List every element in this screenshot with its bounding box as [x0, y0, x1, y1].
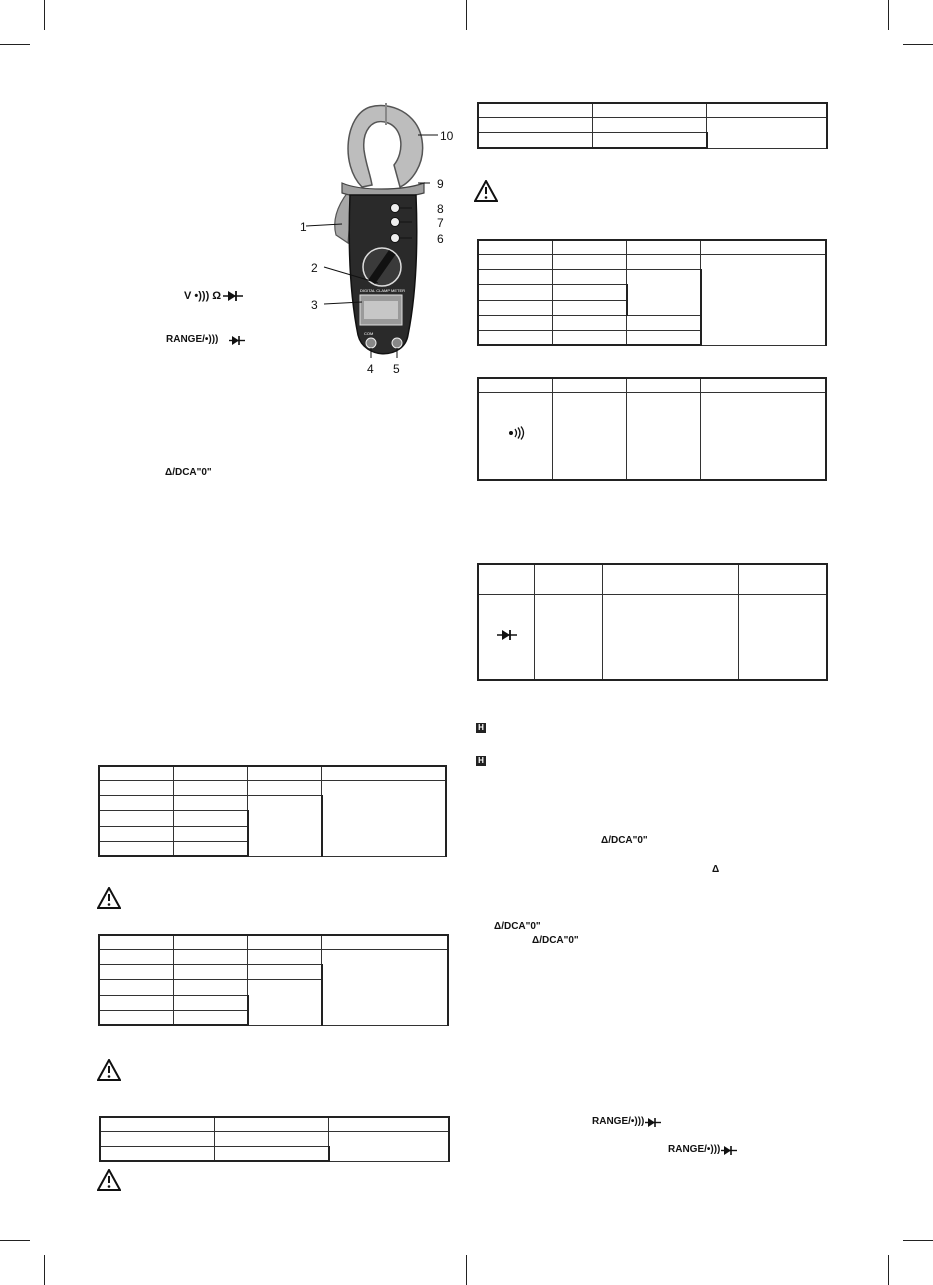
callout-2: 2	[311, 261, 318, 275]
callout-7: 7	[437, 216, 444, 230]
function-mode-symbols: V •))) Ω	[184, 290, 222, 302]
crop-mark	[903, 1240, 933, 1241]
range-button-label: RANGE/•)))	[592, 1116, 645, 1127]
callout-5: 5	[393, 362, 400, 376]
spec-table	[477, 377, 827, 481]
crop-mark	[0, 1240, 30, 1241]
diode-icon	[645, 1117, 661, 1128]
button-6	[391, 234, 400, 243]
hold-icon: H	[476, 756, 486, 766]
diode-icon	[223, 290, 243, 302]
spec-table	[477, 102, 828, 149]
spec-table	[477, 563, 828, 681]
rel-dca-button-label: Δ/DCA"0"	[165, 467, 212, 478]
hold-icon: H	[476, 723, 486, 733]
diode-icon	[229, 335, 245, 346]
callout-3: 3	[311, 298, 318, 312]
diode-icon	[497, 629, 517, 641]
clamp-meter-figure	[300, 95, 470, 395]
crop-mark	[466, 0, 467, 30]
rel-dca-button-label: Δ/DCA"0"	[601, 835, 648, 846]
crop-mark	[44, 0, 45, 30]
delta-symbol: Δ	[712, 864, 720, 875]
callout-9: 9	[437, 177, 444, 191]
com-jack	[366, 338, 376, 348]
warning-icon	[97, 887, 121, 909]
continuity-buzzer-icon	[506, 426, 526, 440]
button-8	[391, 204, 400, 213]
warning-icon	[97, 1059, 121, 1081]
crop-mark	[888, 1255, 889, 1285]
callout-4: 4	[367, 362, 374, 376]
callout-8: 8	[437, 202, 444, 216]
range-button-label: RANGE/•)))	[668, 1144, 721, 1155]
crop-mark	[0, 44, 30, 45]
callout-10: 10	[440, 129, 454, 143]
crop-mark	[466, 1255, 467, 1285]
spec-table	[99, 1116, 450, 1162]
input-jack	[392, 338, 402, 348]
display-brand-label: DIGITAL CLAMP METER	[360, 288, 406, 293]
spec-table	[98, 934, 449, 1026]
warning-icon	[474, 180, 498, 202]
crop-mark	[44, 1255, 45, 1285]
spec-table	[477, 239, 827, 346]
rel-dca-button-label: Δ/DCA"0"	[532, 935, 579, 946]
crop-mark	[903, 44, 933, 45]
com-label: COM	[364, 331, 374, 336]
rel-dca-button-label: Δ/DCA"0"	[494, 921, 541, 932]
range-button-label: RANGE/•)))	[166, 334, 219, 345]
button-7	[391, 218, 400, 227]
callout-1: 1	[300, 220, 307, 234]
crop-mark	[888, 0, 889, 30]
warning-icon	[97, 1169, 121, 1191]
diode-icon	[721, 1145, 737, 1156]
spec-table	[98, 765, 447, 857]
callout-6: 6	[437, 232, 444, 246]
